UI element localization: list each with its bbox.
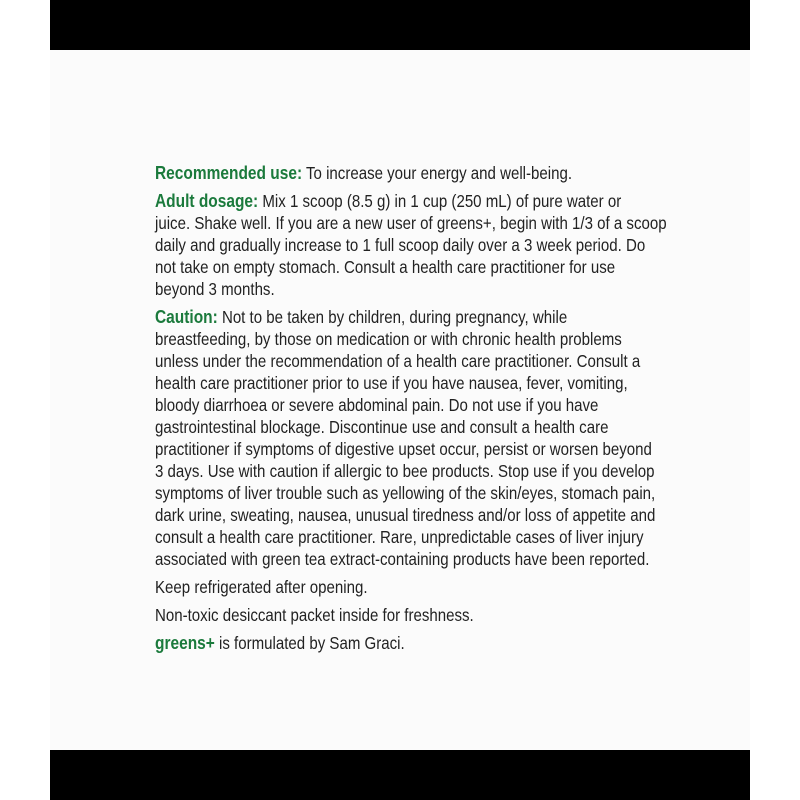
- bottom-black-bar: [50, 750, 750, 800]
- section-label: Adult dosage:: [155, 191, 259, 211]
- text-line: [155, 328, 688, 350]
- section-label: greens+: [155, 633, 215, 653]
- body-text: health care practitioner prior to use if you have nausea, fever, vomiting,: [155, 373, 628, 393]
- paragraph: [155, 162, 775, 184]
- text-line: [155, 306, 688, 328]
- body-text: daily and gradually increase to 1 full scoop daily over a 3 week period. Do: [155, 235, 646, 255]
- text-line: [155, 416, 688, 438]
- text-line: [155, 526, 688, 548]
- top-black-bar: [50, 0, 750, 50]
- section-label: Recommended use:: [155, 163, 303, 183]
- body-text: Not to be taken by children, during pregnancy, while: [217, 307, 568, 327]
- text-line: [155, 504, 688, 526]
- body-text: breastfeeding, by those on medication or with chronic health problems: [155, 329, 622, 349]
- body-text: bloody diarrhoea or severe abdominal pain. Do not use if you have: [155, 395, 599, 415]
- product-label-text: [155, 162, 775, 660]
- body-text: unless under the recommendation of a health care practitioner. Consult a: [155, 351, 641, 371]
- text-line: [155, 482, 688, 504]
- body-text: Non-toxic desiccant packet inside for freshness.: [155, 605, 474, 625]
- text-line: [155, 604, 688, 626]
- text-line: [155, 212, 688, 234]
- text-line: [155, 438, 688, 460]
- text-line: [155, 394, 688, 416]
- text-line: [155, 350, 688, 372]
- text-line: [155, 632, 688, 654]
- text-line: [155, 548, 688, 570]
- body-text: gastrointestinal blockage. Discontinue use and consult a health care: [155, 417, 609, 437]
- body-text: Keep refrigerated after opening.: [155, 577, 368, 597]
- text-line: [155, 162, 688, 184]
- paragraph: [155, 306, 775, 570]
- body-text: beyond 3 months.: [155, 279, 275, 299]
- text-line: [155, 460, 688, 482]
- body-text: 3 days. Use with caution if allergic to bee products. Stop use if you develop: [155, 461, 655, 481]
- body-text: is formulated by Sam Graci.: [214, 633, 405, 653]
- text-line: [155, 190, 688, 212]
- paragraph: [155, 604, 775, 626]
- text-line: [155, 576, 688, 598]
- body-text: Mix 1 scoop (8.5 g) in 1 cup (250 mL) of pure water or: [258, 191, 622, 211]
- section-label: Caution:: [155, 307, 218, 327]
- text-line: [155, 256, 688, 278]
- paragraph: [155, 576, 775, 598]
- text-line: [155, 234, 688, 256]
- body-text: not take on empty stomach. Consult a health care practitioner for use: [155, 257, 616, 277]
- body-text: juice. Shake well. If you are a new user of greens+, begin with 1/3 of a scoop: [155, 213, 667, 233]
- body-text: associated with green tea extract-containing products have been reported.: [155, 549, 650, 569]
- body-text: practitioner if symptoms of digestive upset occur, persist or worsen beyond: [155, 439, 652, 459]
- body-text: dark urine, sweating, nausea, unusual tiredness and/or loss of appetite and: [155, 505, 656, 525]
- text-line: [155, 278, 688, 300]
- body-text: consult a health care practitioner. Rare, unpredictable cases of liver injury: [155, 527, 644, 547]
- body-text: To increase your energy and well-being.: [302, 163, 573, 183]
- paragraph: [155, 190, 775, 300]
- text-line: [155, 372, 688, 394]
- body-text: symptoms of liver trouble such as yellowing of the skin/eyes, stomach pain,: [155, 483, 656, 503]
- paragraph: [155, 632, 775, 654]
